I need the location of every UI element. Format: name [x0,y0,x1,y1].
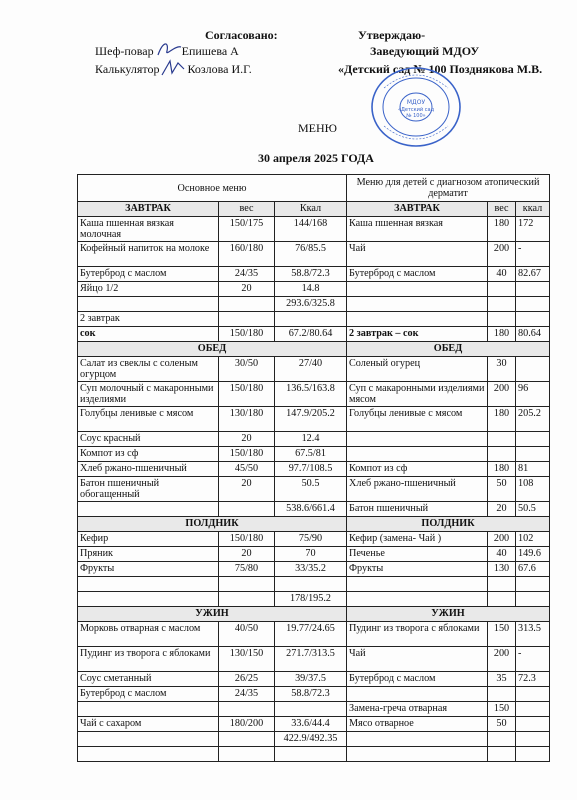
table-row [78,672,550,687]
table-row [78,547,550,562]
diet-dish-name: Печенье [347,547,488,562]
dish-kcal: 39/37.5 [275,672,347,687]
section-row-snack [78,517,550,532]
diet-dish-name: Бутерброд с маслом [347,267,488,282]
dish-kcal: 147.9/205.2 [275,407,347,432]
dish-kcal: 33.6/44.4 [275,717,347,732]
dish-weight: 26/25 [219,672,275,687]
dish-name: Пряник [78,547,219,562]
dish-name: Батон пшеничный обогащенный [78,477,219,502]
diet-dish-weight: 180 [488,217,516,242]
diet-dish-kcal [516,577,550,592]
dish-name: Соус сметанный [78,672,219,687]
table-row [78,217,550,242]
dish-weight [219,592,275,607]
section-label-right: ЗАВТРАК [347,202,488,217]
approve-title: Утверждаю- [358,28,426,42]
table-row [78,562,550,577]
dish-name: Фрукты [78,562,219,577]
dish-kcal: 178/195.2 [275,592,347,607]
dish-name: Морковь отварная с маслом [78,622,219,647]
diet-dish-kcal: 313.5 [516,622,550,647]
diet-dish-kcal: 108 [516,477,550,502]
table-row [78,732,550,747]
diet-dish-weight: 20 [488,502,516,517]
diet-dish-name [347,592,488,607]
approve-org-name: «Детский сад № 100 Позднякова М.В. [338,62,543,76]
diet-dish-name [347,577,488,592]
dish-name: Компот из сф [78,447,219,462]
diet-dish-weight: 30 [488,357,516,382]
table-row [78,532,550,547]
weight-header-left: вес [219,202,275,217]
dish-weight: 130/180 [219,407,275,432]
svg-text:«Детский сад: «Детский сад [397,107,435,113]
menu-title: МЕНЮ [298,121,337,135]
diet-dish-name [347,432,488,447]
dish-kcal: 58.8/72.3 [275,687,347,702]
dish-name: сок [78,327,219,342]
dish-kcal: 14.8 [275,282,347,297]
diet-dish-name: Чай [347,242,488,267]
section-label-left: ПОЛДНИК [78,517,347,532]
diet-dish-weight: 150 [488,622,516,647]
diet-dish-weight: 130 [488,562,516,577]
dish-weight [219,732,275,747]
dish-kcal [275,577,347,592]
dish-weight: 160/180 [219,242,275,267]
menu-table [77,174,550,762]
dish-name: Кофейный напиток на молоке [78,242,219,267]
dish-kcal: 271.7/313.5 [275,647,347,672]
dish-name: Кефир [78,532,219,547]
diet-menu-header: Меню для детей с диагнозом атопический дерматит [347,175,550,202]
diet-dish-name [347,297,488,312]
dish-kcal: 293.6/325.8 [275,297,347,312]
dish-kcal: 67.2/80.64 [275,327,347,342]
section-label-left: УЖИН [78,607,347,622]
dish-name: Салат из свеклы с соленым огурцом [78,357,219,382]
svg-text:№ 100»: № 100» [406,113,426,119]
diet-dish-kcal [516,702,550,717]
diet-dish-kcal: 205.2 [516,407,550,432]
dish-weight [219,312,275,327]
dish-kcal: 19.77/24.65 [275,622,347,647]
diet-dish-name: Каша пшенная вязкая [347,217,488,242]
dish-name: 2 завтрак [78,312,219,327]
dish-kcal: 538.6/661.4 [275,502,347,517]
dish-weight [219,702,275,717]
dish-weight [219,577,275,592]
diet-dish-name [347,732,488,747]
dish-name [78,732,219,747]
section-label-right: УЖИН [347,607,550,622]
diet-dish-kcal [516,432,550,447]
diet-dish-name: Мясо отварное [347,717,488,732]
diet-dish-kcal: 50.5 [516,502,550,517]
diet-dish-kcal: 149.6 [516,547,550,562]
dish-weight: 75/80 [219,562,275,577]
dish-weight: 180/200 [219,717,275,732]
dish-name: Голубцы ленивые с мясом [78,407,219,432]
dish-name: Пудинг из творога с яблоками [78,647,219,672]
dish-name: Чай с сахаром [78,717,219,732]
diet-dish-name [347,312,488,327]
diet-dish-name: Батон пшеничный [347,502,488,517]
diet-dish-weight: 40 [488,547,516,562]
diet-dish-weight: 200 [488,382,516,407]
diet-dish-weight: 150 [488,702,516,717]
section-label-right: ПОЛДНИК [347,517,550,532]
dish-kcal: 76/85.5 [275,242,347,267]
diet-dish-name: Пудинг из творога с яблоками [347,622,488,647]
table-row [78,462,550,477]
diet-dish-kcal [516,687,550,702]
table-row [78,447,550,462]
diet-dish-kcal [516,357,550,382]
dish-name: Хлеб ржано-пшеничный [78,462,219,477]
diet-dish-weight [488,297,516,312]
dish-kcal: 70 [275,547,347,562]
table-row [78,717,550,732]
diet-dish-weight: 50 [488,477,516,502]
table-row [78,407,550,432]
table-row [78,382,550,407]
diet-dish-name: Чай [347,647,488,672]
chef-name: Епишева А [181,44,239,58]
diet-dish-weight [488,577,516,592]
dish-weight: 40/50 [219,622,275,647]
dish-name [78,502,219,517]
diet-dish-name: Кефир (замена- Чай ) [347,532,488,547]
dish-kcal: 27/40 [275,357,347,382]
diet-dish-kcal [516,312,550,327]
calc-line [95,62,252,77]
dish-name: Бутерброд с маслом [78,267,219,282]
diet-dish-name [347,447,488,462]
section-row-lunch [78,342,550,357]
diet-dish-name [347,747,488,762]
diet-dish-weight: 200 [488,242,516,267]
dish-kcal: 136.5/163.8 [275,382,347,407]
diet-dish-weight: 180 [488,407,516,432]
dish-weight: 20 [219,432,275,447]
official-stamp [370,66,462,148]
section-label-left: ЗАВТРАК [78,202,219,217]
diet-dish-kcal [516,447,550,462]
dish-kcal [275,702,347,717]
diet-dish-weight: 35 [488,672,516,687]
dish-weight: 150/180 [219,382,275,407]
diet-dish-name: Фрукты [347,562,488,577]
diet-dish-weight [488,732,516,747]
table-row [78,502,550,517]
section-row-breakfast [78,202,550,217]
diet-dish-name: Голубцы ленивые с мясом [347,407,488,432]
dish-weight: 20 [219,282,275,297]
table-row [78,242,550,267]
diet-dish-name: Компот из сф [347,462,488,477]
table-row [78,477,550,502]
diet-dish-kcal [516,717,550,732]
diet-dish-kcal: 102 [516,532,550,547]
section-row-dinner [78,607,550,622]
dish-kcal: 58.8/72.3 [275,267,347,282]
dish-weight: 150/180 [219,447,275,462]
calc-signature [162,63,184,77]
main-menu-header: Основное меню [78,175,347,202]
approval-title: Согласовано: [205,28,278,42]
dish-name [78,592,219,607]
dish-weight [219,747,275,762]
dish-kcal: 97.7/108.5 [275,462,347,477]
diet-dish-weight: 40 [488,267,516,282]
diet-dish-weight [488,432,516,447]
dish-name: Каша пшенная вязкая молочная [78,217,219,242]
diet-dish-kcal [516,592,550,607]
table-row [78,592,550,607]
diet-dish-kcal [516,732,550,747]
dish-kcal: 75/90 [275,532,347,547]
dish-kcal: 50.5 [275,477,347,502]
diet-dish-name: Соленый огурец [347,357,488,382]
table-row [78,432,550,447]
diet-dish-name: 2 завтрак – сок [347,327,488,342]
table-row [78,687,550,702]
diet-dish-weight [488,447,516,462]
diet-dish-weight: 200 [488,532,516,547]
diet-dish-weight: 180 [488,462,516,477]
table-row [78,747,550,762]
diet-dish-kcal [516,282,550,297]
diet-dish-weight [488,282,516,297]
dish-weight [219,297,275,312]
diet-dish-name [347,687,488,702]
dish-kcal: 67.5/81 [275,447,347,462]
dish-name [78,747,219,762]
approve-position: Заведующий МДОУ [370,44,480,58]
calc-role: Калькулятор [95,62,160,76]
dish-kcal: 33/35.2 [275,562,347,577]
dish-name: Бутерброд с маслом [78,687,219,702]
kcal-header-right: ккал [516,202,550,217]
table-row [78,282,550,297]
table-row [78,577,550,592]
diet-dish-weight: 50 [488,717,516,732]
diet-dish-weight: 180 [488,327,516,342]
diet-dish-weight [488,592,516,607]
dish-weight: 150/180 [219,327,275,342]
dish-weight: 24/35 [219,687,275,702]
diet-dish-kcal: 96 [516,382,550,407]
diet-dish-weight [488,747,516,762]
diet-dish-kcal: 82.67 [516,267,550,282]
diet-dish-weight [488,687,516,702]
kcal-header-left: Ккал [275,202,347,217]
table-row [78,357,550,382]
chef-role: Шеф-повар [95,44,154,58]
dish-weight: 30/50 [219,357,275,382]
table-row [78,647,550,672]
dish-kcal: 422.9/492.35 [275,732,347,747]
dish-name [78,702,219,717]
diet-dish-kcal: 67.6 [516,562,550,577]
diet-dish-kcal [516,297,550,312]
section-label-left: ОБЕД [78,342,347,357]
table-row [78,267,550,282]
dish-kcal [275,747,347,762]
dish-name [78,297,219,312]
dish-name: Яйцо 1/2 [78,282,219,297]
dish-name: Суп молочный с макаронными изделиями [78,382,219,407]
dish-kcal [275,312,347,327]
diet-dish-name: Замена-греча отварная [347,702,488,717]
table-row [78,327,550,342]
dish-kcal: 144/168 [275,217,347,242]
diet-dish-name: Бутерброд с маслом [347,672,488,687]
dish-weight: 45/50 [219,462,275,477]
table-row [78,312,550,327]
diet-dish-weight: 200 [488,647,516,672]
section-label-right: ОБЕД [347,342,550,357]
diet-dish-weight [488,312,516,327]
diet-dish-kcal: 81 [516,462,550,477]
menu-date: 30 апреля 2025 ГОДА [258,151,374,165]
calc-name: Козлова И.Г. [187,62,252,76]
diet-dish-kcal: - [516,647,550,672]
dish-weight: 150/180 [219,532,275,547]
weight-header-right: вес [488,202,516,217]
diet-dish-kcal: 72.3 [516,672,550,687]
dish-weight: 130/150 [219,647,275,672]
diet-dish-name [347,282,488,297]
table-row [78,702,550,717]
diet-dish-name: Суп с макаронными изделиями мясом [347,382,488,407]
dish-kcal: 12.4 [275,432,347,447]
dish-name: Соус красный [78,432,219,447]
table-row [78,297,550,312]
dish-weight: 150/175 [219,217,275,242]
dish-name [78,577,219,592]
svg-text:МДОУ: МДОУ [406,99,426,106]
dish-weight: 20 [219,547,275,562]
dish-weight: 20 [219,477,275,502]
diet-dish-kcal: 172 [516,217,550,242]
diet-dish-name: Хлеб ржано-пшеничный [347,477,488,502]
diet-dish-kcal: 80.64 [516,327,550,342]
diet-dish-kcal [516,747,550,762]
dish-weight: 24/35 [219,267,275,282]
diet-dish-kcal: - [516,242,550,267]
table-header-row [78,175,550,202]
table-row [78,622,550,647]
dish-weight [219,502,275,517]
